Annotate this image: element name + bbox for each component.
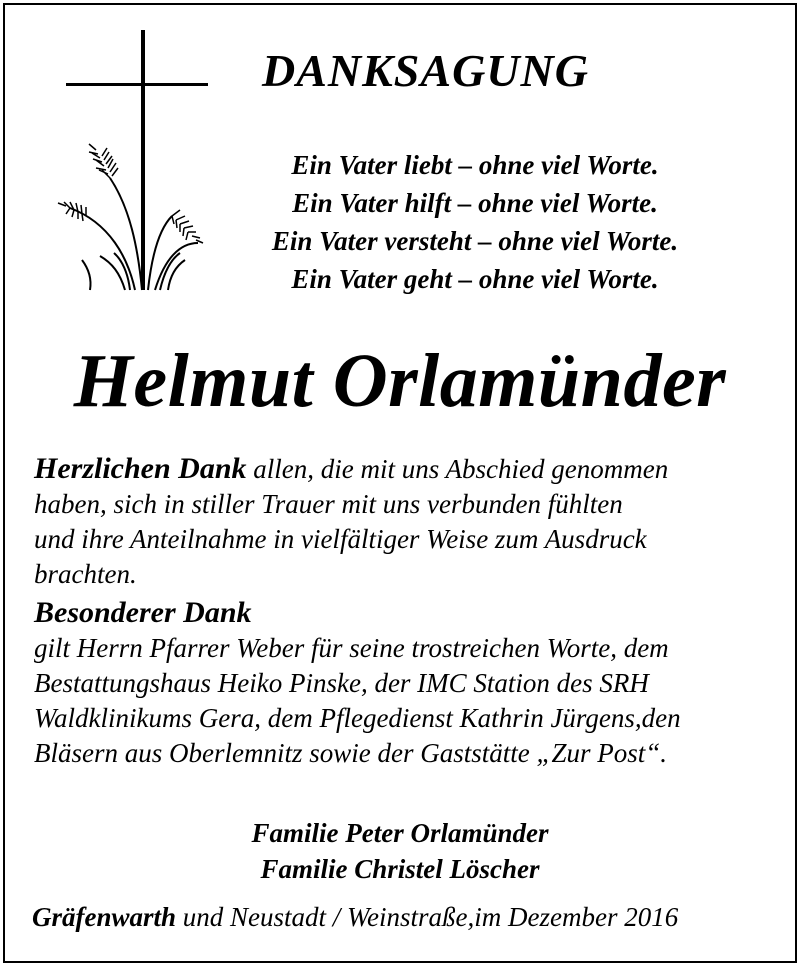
special-thanks-line: Bestattungshaus Heiko Pinske, der IMC Station des SRH [34, 668, 649, 698]
place-date-line [32, 902, 678, 933]
special-thanks-line: Bläsern aus Oberlemnitz sowie der Gaststätte „Zur Post“. [34, 738, 668, 768]
page-title: DANKSAGUNG [262, 45, 589, 96]
poem-line: Ein Vater liebt – ohne viel Worte. [291, 150, 659, 180]
thanks-lead: Herzlichen Dank [34, 452, 247, 485]
thanks-line: haben, sich in stiller Trauer mit uns verbunden fühlten [34, 489, 623, 519]
thanks-line: brachten. [34, 559, 137, 589]
family-name: Familie Peter Orlamünder [251, 818, 549, 848]
family-signatures [0, 815, 800, 887]
poem [240, 146, 710, 298]
special-thanks-heading: Besonderer Dank [34, 596, 252, 629]
deceased-name: Helmut Orlamünder [73, 339, 727, 423]
special-thanks-line: gilt Herrn Pfarrer Weber für seine trostreichen Worte, dem [34, 633, 669, 663]
thanks-line: und ihre Anteilnahme in vielfältiger Weise zum Ausdruck [34, 524, 647, 554]
special-thanks-line: Waldklinikums Gera, dem Pflegedienst Kathrin Jürgens,den [34, 703, 681, 733]
thanks-line-rest: allen, die mit uns Abschied genommen [246, 454, 669, 484]
cross-with-wheat-icon [30, 28, 215, 293]
thanks-text [34, 451, 779, 771]
place-name: Gräfenwarth [32, 902, 177, 932]
poem-line: Ein Vater geht – ohne viel Worte. [291, 264, 659, 294]
poem-line: Ein Vater versteht – ohne viel Worte. [271, 226, 679, 256]
family-name: Familie Christel Löscher [260, 854, 540, 884]
place-date-rest: und Neustadt / Weinstraße,im Dezember 2016 [176, 902, 679, 932]
thanks-line [34, 451, 779, 487]
poem-line: Ein Vater hilft – ohne viel Worte. [292, 188, 658, 218]
